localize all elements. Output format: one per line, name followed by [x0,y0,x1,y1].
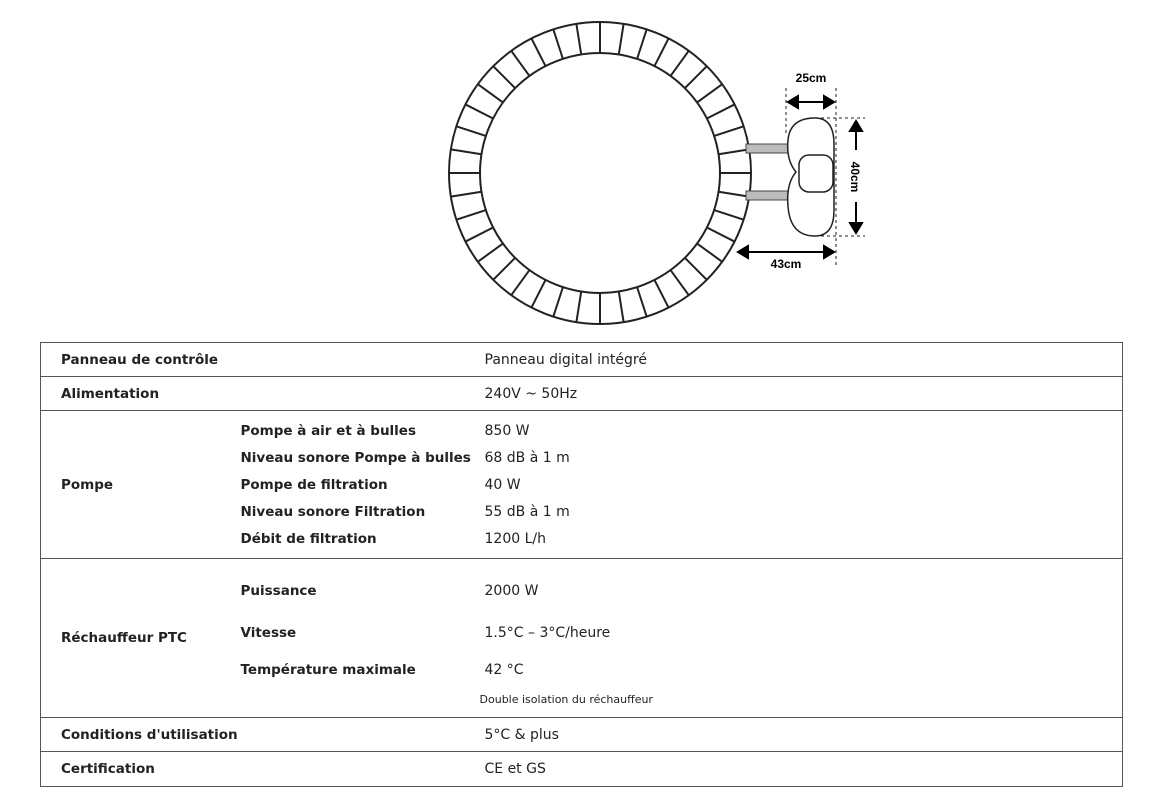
ring-segment-divider [714,210,743,220]
ring-segment-divider [511,51,529,76]
spec-table [40,342,1123,787]
table-row [41,718,1123,752]
row-value: CE et GS [483,752,1123,787]
ring-segment-divider [707,104,735,118]
heater-note: Double isolation du réchauffeur [479,692,653,706]
sub-label: Puissance [240,582,317,599]
sub-label: Pompe à air et à bulles [240,422,416,439]
ring-segment-divider [531,38,545,66]
sub-value: 68 dB à 1 m [484,449,570,466]
depth-dimension-label: 43cm [770,257,802,271]
ring-segment-divider [576,24,581,55]
ring-segment-divider [465,227,493,241]
sub-value: 40 W [484,476,521,493]
row-value: 5°C & plus [483,718,1123,752]
heater-control-panel [799,155,833,192]
ring-segment-divider [493,66,515,88]
table-row [41,377,1123,411]
row-label: Certification [41,752,483,787]
row-label: Réchauffeur PTC [41,559,241,718]
ring-segment-divider [697,84,722,102]
row-label: Panneau de contrôle [41,343,483,377]
ring-segment-divider [714,126,743,136]
width-dimension-label: 25cm [795,71,827,85]
row-label: Alimentation [41,377,483,411]
ring-segment-divider [493,258,515,280]
sub-label: Débit de filtration [240,530,377,547]
table-row [41,343,1123,377]
sub-label: Pompe de filtration [240,476,388,493]
ring-segment-divider [576,292,581,323]
ring-segment-divider [619,292,624,323]
ring-segment-divider [637,29,647,58]
ring-segment-divider [719,149,750,154]
row-value: Panneau digital intégré [483,343,1123,377]
ring-segment-divider [456,126,485,136]
height-dimension-label: 40cm [848,161,862,193]
ring-segment-divider [553,29,563,58]
sub-value: 55 dB à 1 m [484,503,570,520]
ring-segment-divider [671,51,689,76]
ring-segment-divider [478,244,503,262]
sub-label: Niveau sonore Pompe à bulles [240,449,471,466]
ring-segment-divider [707,227,735,241]
sub-label: Vitesse [240,624,297,641]
ring-segment-divider [697,244,722,262]
ring-segment-divider [451,149,482,154]
row-value: 240V ~ 50Hz [483,377,1123,411]
ring-segment-divider [511,270,529,295]
row-label: Pompe [41,411,241,559]
sub-value: 1.5°C – 3°C/heure [484,624,611,641]
ring-segment-divider [685,66,707,88]
sub-value: 850 W [484,422,530,439]
table-row-pompe [41,411,1123,559]
ring-segment-divider [671,270,689,295]
sub-value: 42 °C [484,661,524,678]
ring-segment-divider [719,192,750,197]
ring-segment-divider [531,280,545,308]
ring-segment-divider [654,38,668,66]
hoses [746,144,790,200]
table-row-rechauffeur [41,559,1123,718]
ring-segment-divider [553,287,563,316]
ring-segment-divider [654,280,668,308]
ring-segment-divider [451,192,482,197]
row-label: Conditions d'utilisation [41,718,483,752]
ring-segment-divider [465,104,493,118]
ring-segment-divider [619,24,624,55]
spa-diagram [0,0,1158,335]
sub-label: Température maximale [240,661,416,678]
table-row [41,752,1123,787]
spa-ring [449,22,751,324]
sub-value: 2000 W [484,582,539,599]
ring-segment-divider [685,258,707,280]
ring-segment-divider [456,210,485,220]
sub-value: 1200 L/h [484,530,546,547]
sub-label: Niveau sonore Filtration [240,503,426,520]
ring-segment-divider [637,287,647,316]
ring-segment-divider [478,84,503,102]
